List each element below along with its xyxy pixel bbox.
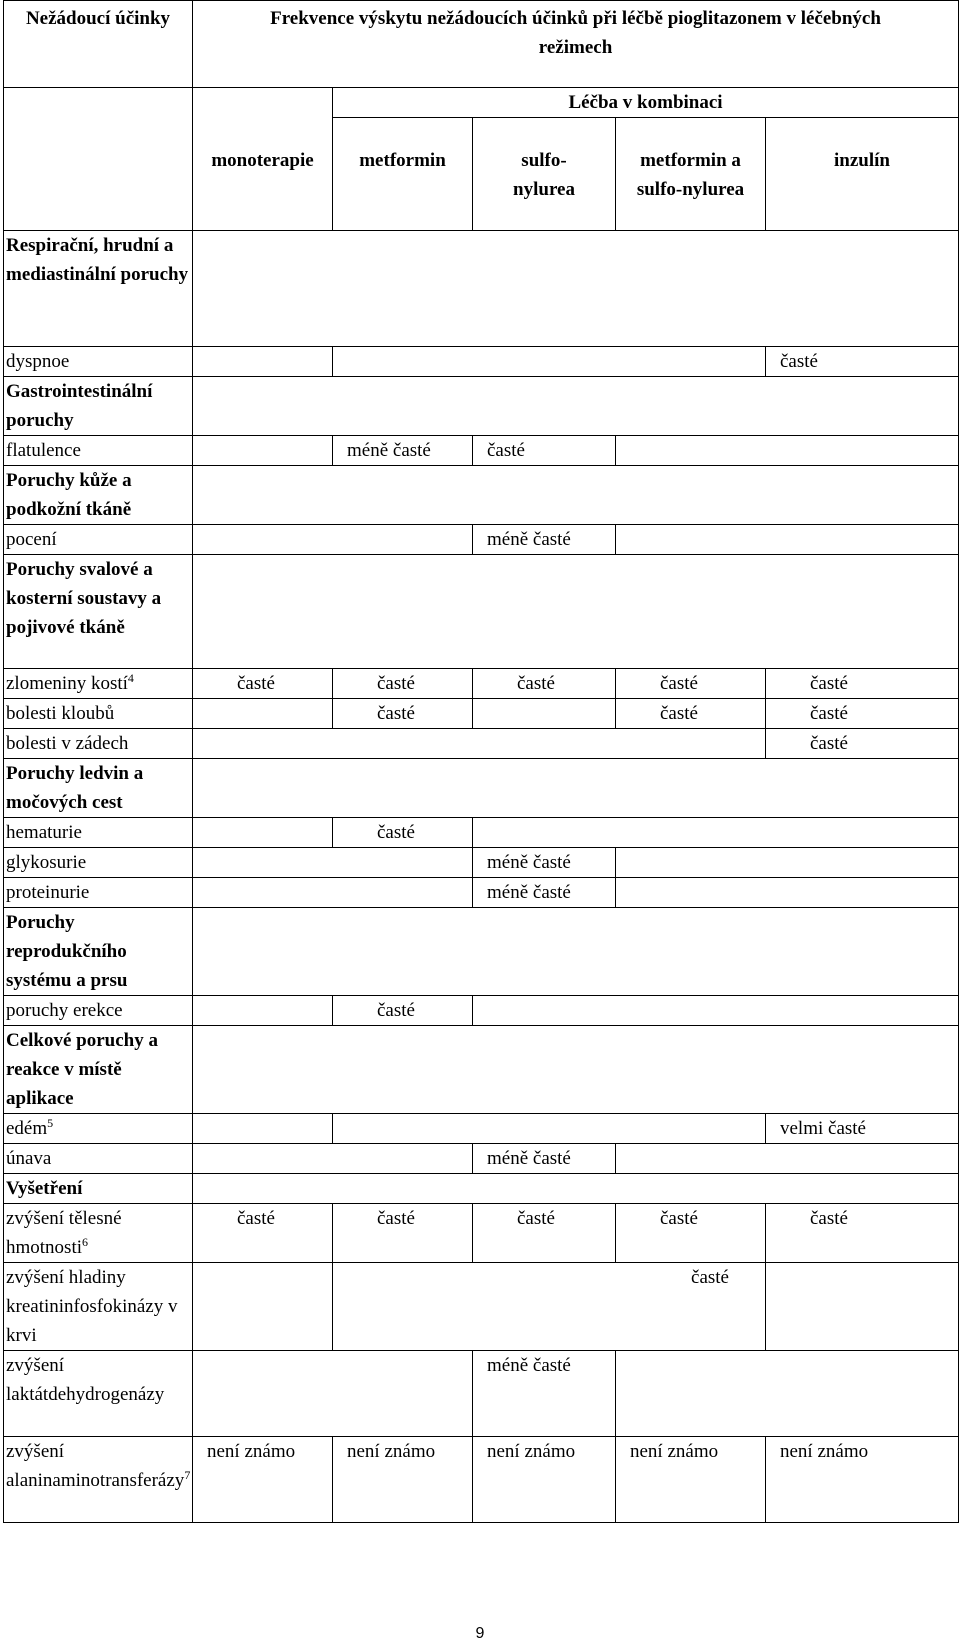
footnote-ref: 6 <box>82 1235 89 1249</box>
row-label: zvýšení tělesné hmotnosti$^6$ <box>4 1204 193 1263</box>
cell: časté <box>766 669 959 699</box>
row-label: bolesti kloubů <box>4 699 193 729</box>
cell: časté <box>766 1204 959 1263</box>
cell <box>616 1144 959 1174</box>
category-fill <box>193 908 959 996</box>
category-fill <box>193 1174 959 1204</box>
cell: není známo <box>766 1437 959 1523</box>
footnote-ref: 7 <box>184 1468 191 1482</box>
cell: méně časté <box>473 1144 616 1174</box>
cell <box>193 878 473 908</box>
col-insulin: inzulín <box>766 118 959 231</box>
cell <box>616 525 959 555</box>
header-empty-a <box>4 88 193 118</box>
cell <box>766 1263 959 1351</box>
row-label: pocení <box>4 525 193 555</box>
header-empty-b <box>193 88 333 118</box>
row-label: edém$^5$ <box>4 1114 193 1144</box>
cell: časté <box>333 996 473 1026</box>
cell: časté <box>473 669 616 699</box>
cell <box>616 878 959 908</box>
footnote-ref: 5 <box>47 1116 54 1130</box>
adverse-effects-table <box>3 0 959 1523</box>
cell: není známo <box>473 1437 616 1523</box>
cell: časté <box>616 699 766 729</box>
cell: časté <box>193 669 333 699</box>
cell <box>193 818 333 848</box>
col-metformin: metformin <box>333 118 473 231</box>
cell <box>333 347 766 377</box>
cell: velmi časté <box>766 1114 959 1144</box>
cell <box>193 525 473 555</box>
row-label: hematurie <box>4 818 193 848</box>
category-examinations: Vyšetření <box>4 1174 193 1204</box>
cell: časté <box>766 729 959 759</box>
cell <box>473 699 616 729</box>
cell: časté <box>333 699 473 729</box>
cell <box>193 436 333 466</box>
row-label: zvýšení alaninaminotransferázy$^7$ <box>4 1437 193 1523</box>
cell: není známo <box>333 1437 473 1523</box>
cell: není známo <box>193 1437 333 1523</box>
cell: časté <box>333 669 473 699</box>
header-combination: Léčba v kombinaci <box>333 88 959 118</box>
footnote-ref: 4 <box>127 671 134 685</box>
cell: časté <box>193 1204 333 1263</box>
category-gastrointestinal: Gastrointestinální poruchy <box>4 377 193 436</box>
cell: časté <box>473 1204 616 1263</box>
header-effects: Nežádoucí účinky <box>4 1 193 88</box>
cell: časté <box>766 347 959 377</box>
cell <box>616 848 959 878</box>
cell <box>473 818 959 848</box>
category-skin: Poruchy kůže a podkožní tkáně <box>4 466 193 525</box>
cell: časté <box>616 1204 766 1263</box>
col-metformin-sulfonylurea: metformin a sulfo-nylurea <box>616 118 766 231</box>
category-fill <box>193 231 959 347</box>
cell <box>193 996 333 1026</box>
cell <box>333 1114 766 1144</box>
cell: časté <box>333 1204 473 1263</box>
row-label: zvýšení laktátdehydrogenázy <box>4 1351 193 1437</box>
cell <box>616 436 959 466</box>
row-label: dyspnoe <box>4 347 193 377</box>
row-label: zvýšení hladiny kreatininfosfokinázy v krvi <box>4 1263 193 1351</box>
cell <box>193 699 333 729</box>
cell <box>193 1144 473 1174</box>
category-musculoskeletal: Poruchy svalové a kosterní soustavy a pojivové tkáně <box>4 555 193 669</box>
col-sulfonylurea: sulfo-nylurea <box>473 118 616 231</box>
cell <box>193 848 473 878</box>
page-number: 9 <box>475 1625 485 1642</box>
row-label: proteinurie <box>4 878 193 908</box>
category-reproductive: Poruchy reprodukčního systému a prsu <box>4 908 193 996</box>
category-fill <box>193 466 959 525</box>
cell: časté <box>766 699 959 729</box>
cell: méně časté <box>473 848 616 878</box>
cell: časté <box>333 818 473 848</box>
col-monotherapy: monoterapie <box>193 118 333 231</box>
cell: méně časté <box>333 436 473 466</box>
row-label: flatulence <box>4 436 193 466</box>
cell: méně časté <box>473 525 616 555</box>
row-label: zlomeniny kostí$^4$ <box>4 669 193 699</box>
row-label: poruchy erekce <box>4 996 193 1026</box>
cell: není známo <box>616 1437 766 1523</box>
category-fill <box>193 759 959 818</box>
cell <box>616 1351 959 1437</box>
cell: časté <box>333 1263 766 1351</box>
cell <box>193 1351 473 1437</box>
cell <box>193 1114 333 1144</box>
header-empty-c <box>4 118 193 231</box>
cell <box>193 1263 333 1351</box>
cell <box>473 996 959 1026</box>
category-general: Celkové poruchy a reakce v místě aplikace <box>4 1026 193 1114</box>
header-frequency: Frekvence výskytu nežádoucích účinků při léčbě pioglitazonem v léčebných režimech <box>193 1 959 88</box>
category-fill <box>193 377 959 436</box>
row-label: bolesti v zádech <box>4 729 193 759</box>
cell <box>193 729 766 759</box>
cell <box>193 347 333 377</box>
cell: méně časté <box>473 1351 616 1437</box>
cell: časté <box>473 436 616 466</box>
cell: méně časté <box>473 878 616 908</box>
category-fill <box>193 555 959 669</box>
category-kidney: Poruchy ledvin a močových cest <box>4 759 193 818</box>
cell: časté <box>616 669 766 699</box>
category-fill <box>193 1026 959 1114</box>
row-label: glykosurie <box>4 848 193 878</box>
row-label: únava <box>4 1144 193 1174</box>
category-respiratory: Respirační, hrudní a mediastinální poruchy <box>4 231 193 347</box>
